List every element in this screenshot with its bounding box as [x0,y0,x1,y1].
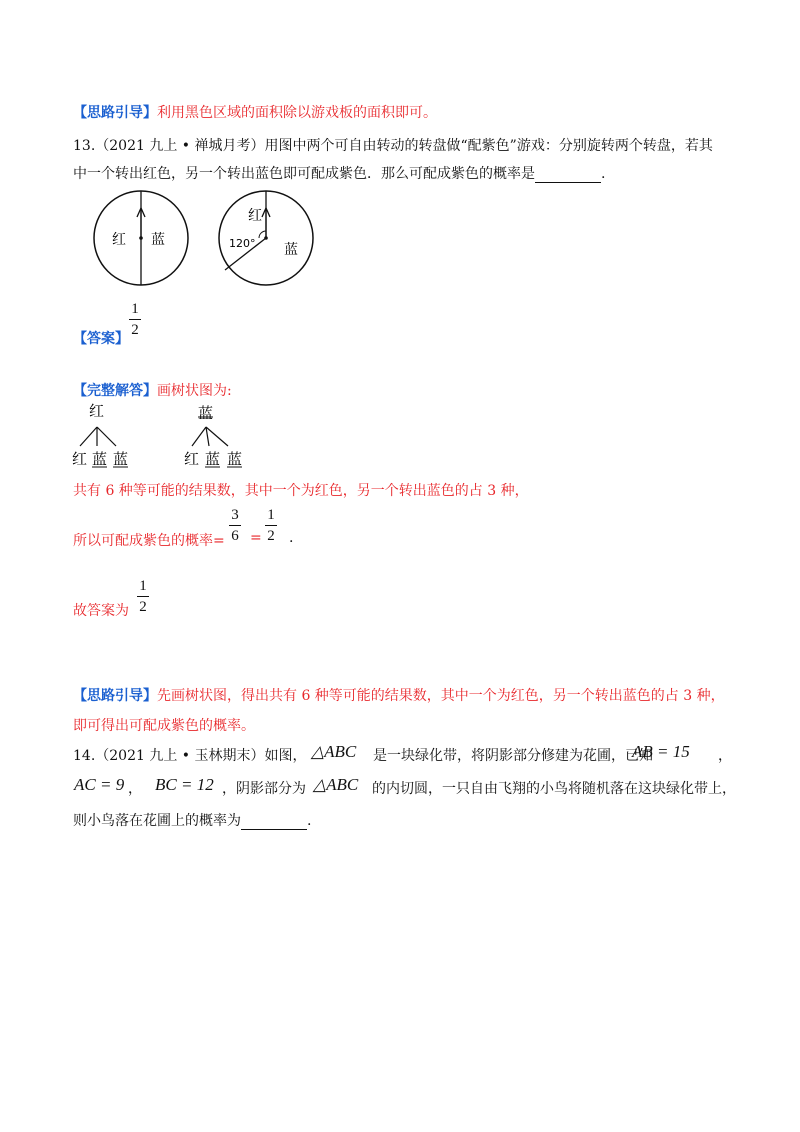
spinner2-right-label: 蓝 [284,242,298,258]
q14-text-d: 的内切圆，一只自由飞翔的小鸟将随机落在这块绿化带上， [372,781,736,797]
spinner1-right-label: 蓝 [151,232,165,248]
spinner1-left-label: 红 [112,232,126,248]
tree2-root: 蓝 [198,404,214,422]
explain-line2: 所以可配成紫色的概率= [73,533,225,549]
solution-intro: 画树状图为: [157,383,232,399]
answer-tag: 【答案】 [73,331,129,347]
q13-text2: 中一个转出红色，另一个转出蓝色即可配成紫色．那么可配成紫色的概率是 [73,166,535,182]
q13-line2: 中一个转出红色，另一个转出蓝色即可配成紫色．那么可配成紫色的概率是 . [73,166,606,182]
hint2-tag: 【思路引导】 [73,688,157,704]
answer-blank-14 [241,813,307,830]
q14-text-b: 是一块绿化带，将阴影部分修建为花圃，已知 [373,748,653,764]
equals-sign: = [250,530,262,546]
solution-tag: 【完整解答】 [73,383,157,399]
answer-fraction: 1 2 [129,301,141,338]
q14-source: （2021 九上 • 玉林期末） [95,748,265,764]
q14-text-c: ，阴影部分为 [222,781,306,797]
final-answer-label: 故答案为 [73,603,129,619]
hint2-line1: 【思路引导】先画树状图，得出共有 6 种等可能的结果数，其中一个为红色，另一个转出蓝色的占 3 种， [73,688,725,704]
explain-line1: 共有 6 种等可能的结果数，其中一个为红色，另一个转出蓝色的占 3 种， [73,483,529,499]
q13-line1 [73,135,713,155]
triangle-abc: △ABC [311,742,357,761]
tree2-leaf-1: 红 [184,450,200,468]
hint2-line2: 即可得出可配成紫色的概率。 [73,718,255,734]
tree-diagram [70,400,270,472]
ac-length: AC = 9 [74,775,125,794]
hint-text: 利用黑色区域的面积除以游戏板的面积即可。 [157,105,437,121]
tree1-leaf-2: 蓝 [92,450,108,468]
spinner-2 [219,191,313,285]
explain-period: . [289,530,294,546]
tree1-leaf-1: 红 [72,450,88,468]
final-fraction: 1 2 [137,578,149,615]
tree2-leaf-3: 蓝 [227,450,243,468]
spinner2-top-label: 红 [248,208,262,224]
hint-tag: 【思路引导】 [73,105,157,121]
q13-source: （2021 九上 • 禅城月考） [95,138,265,154]
tree1-root: 红 [89,402,105,420]
answer-line [73,328,129,348]
q13-text1: 用图中两个可自由转动的转盘做“配紫色”游戏：分别旋转两个转盘，若其 [264,138,713,154]
solution-heading [73,380,232,400]
bc-length: BC = 12 [155,775,214,794]
triangle-abc-2: △ABC [313,775,359,794]
tree-1 [72,402,128,468]
q14-number: 14. [73,748,96,764]
answer-blank [535,166,601,183]
fraction-3-6: 3 6 [229,507,241,544]
tree-2 [184,404,242,468]
q14-line1: 14.（2021 九上 • 玉林期末）如图， [73,748,307,764]
q13-number: 13. [73,138,96,154]
fraction-1-2: 1 2 [265,507,277,544]
spinner2-angle-label: 120° [229,237,256,250]
tree2-leaf-2: 蓝 [205,450,221,468]
ab-length: AB = 15 [632,742,690,761]
tree1-leaf-3: 蓝 [113,450,129,468]
spinner-figure [88,190,328,290]
spinner-1 [94,191,188,285]
q14-line3: 则小鸟落在花圃上的概率为 . [73,813,312,829]
hint-line [73,102,437,122]
